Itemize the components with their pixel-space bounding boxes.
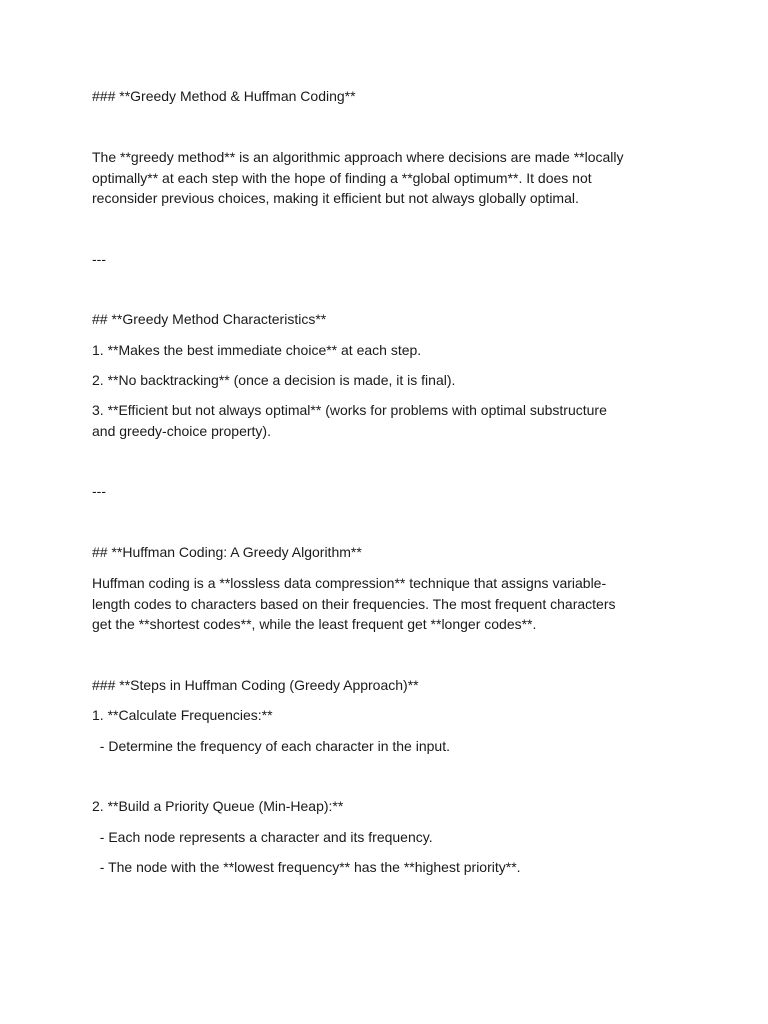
characteristics-item-3-line-2: and greedy-choice property). [92, 422, 271, 439]
characteristics-heading: ## **Greedy Method Characteristics** [92, 311, 327, 327]
step-2-bullet-2: - The node with the **lowest frequency** has the **highest priority**. [92, 859, 521, 875]
characteristics-item-3-line-1: 3. **Efficient but not always optimal** (works for problems with optimal substructure [92, 402, 607, 418]
document-title-line: ### **Greedy Method & Huffman Coding** [92, 88, 356, 104]
separator-1: --- [92, 251, 106, 267]
separator-2: --- [92, 483, 106, 499]
intro-line-2: optimally** at each step with the hope of finding a **global optimum**. It does not [92, 169, 592, 186]
huffman-intro-line-2: length codes to characters based on their frequencies. The most frequent characters [92, 595, 616, 612]
characteristics-item-2: 2. **No backtracking** (once a decision is made, it is final). [92, 372, 456, 388]
huffman-heading: ## **Huffman Coding: A Greedy Algorithm** [92, 544, 362, 560]
huffman-intro-line-1: Huffman coding is a **lossless data compression** technique that assigns variable- [92, 575, 607, 591]
step-1: 1. **Calculate Frequencies:** [92, 707, 273, 723]
characteristics-item-1: 1. **Makes the best immediate choice** at each step. [92, 342, 422, 358]
characteristics-item-3 [92, 400, 678, 441]
huffman-intro-line-3: get the **shortest codes**, while the least frequent get **longer codes**. [92, 616, 537, 632]
step-2: 2. **Build a Priority Queue (Min-Heap):** [92, 798, 344, 814]
steps-heading: ### **Steps in Huffman Coding (Greedy Approach)** [92, 677, 419, 693]
intro-line-1: The **greedy method** is an algorithmic approach where decisions are made **locally [92, 149, 624, 165]
step-2-bullet-1: - Each node represents a character and its frequency. [92, 829, 433, 845]
intro-paragraph [92, 147, 678, 209]
huffman-intro-paragraph [92, 573, 678, 635]
intro-line-3: reconsider previous choices, making it efficient but not always globally optimal. [92, 190, 579, 206]
step-1-bullet-1: - Determine the frequency of each character in the input. [92, 738, 450, 754]
